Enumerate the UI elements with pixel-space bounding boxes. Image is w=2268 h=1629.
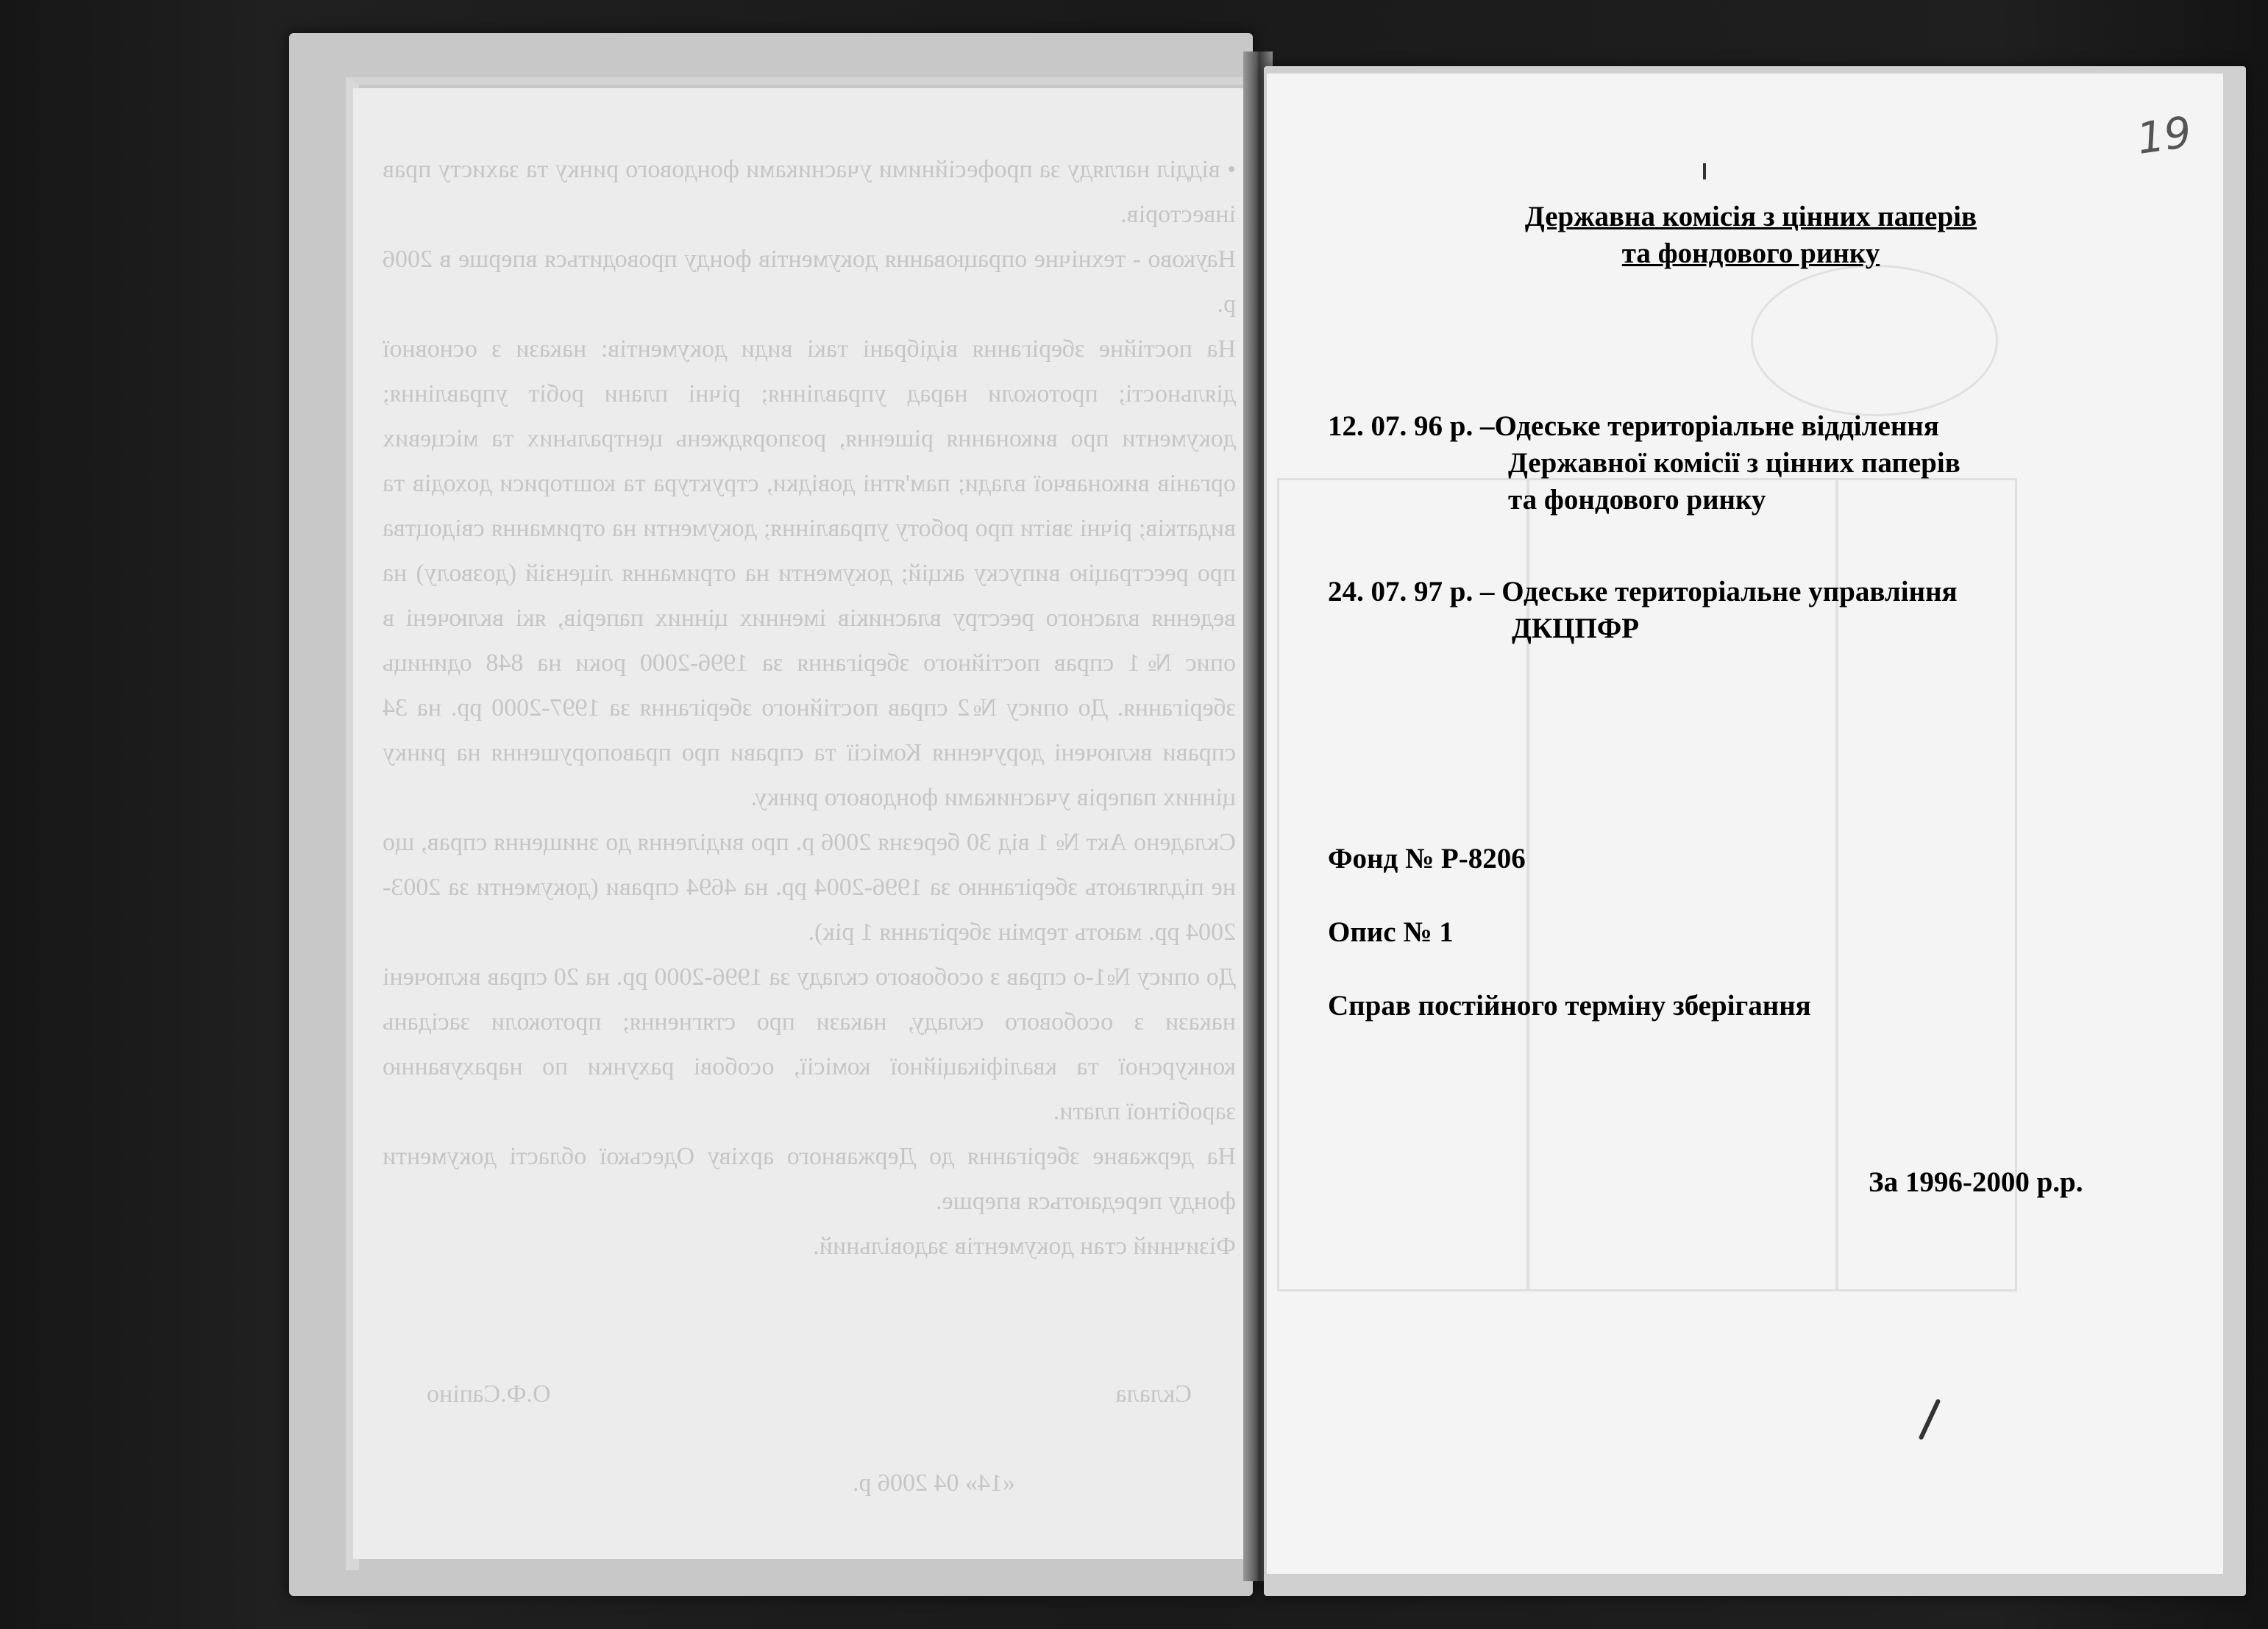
bleed-paragraph: На постійне зберігання відібрані такі види документів: накази з основної діяльності; протоколи нарад управління; річні плани робіт управління; документи про виконання рішення, розпоряджень центральних та місцевих органів виконавчої влади; пам'ятні довідки, структура та кошториси доходів та видатків; річні звіти про роботу управління; документи на отримання свідоцтва про реєстрацію випуску акцій; документи на отримання ліцензій (дозволу) на ведення власного реєстру власників іменних цінних паперів, які включені в опис №1 справ постійного зберігання за 1996-2000 роки на 848 одиниць зберігання. До опису №2 справ постійного зберігання за 1997-2000 рр. на 34 справи включені доручення Комісії та справи про правопорушення на ринку цінних паперів учасниками фондового ринку.: [383, 335, 1236, 811]
bleed-paragraph: Складено Акт № 1 від 30 березня 2006 р. про виділення до знищення справ, що не підлягають зберіганню за 1996-2004 рр. на 4694 справи (документи за 2003-2004 рр. мають термін зберігання 1 рік).: [383, 829, 1236, 946]
bleed-paragraph: Науково - технічне опрацювання документів фонду проводиться вперше в 2006 р.: [383, 246, 1236, 318]
bleed-paragraph: Фізичний стан документів задовільний.: [813, 1233, 1236, 1260]
records-category: Справ постійного терміну зберігання: [1328, 990, 1811, 1022]
bleed-signer-role: Склала: [1115, 1380, 1192, 1408]
bleed-paragraph: До опису №1-о справ з особового складу за 1996-2000 рр. на 20 справ включені накази з особового складу, накази про стягнення; протоколи засідань конкурсної та кваліфікаційної комісії, особові рахунки по нарахуванню заробітної плати.: [383, 963, 1236, 1125]
commission-heading: [1493, 199, 2008, 272]
history-2-line-2: ДКЦПФР: [1512, 613, 1640, 644]
bleed-paragraph: На державне зберігання до Державного архіву Одеської області документи фонду передаються вперше.: [383, 1143, 1236, 1215]
history-1-prefix: 12. 07. 96 р. –Одеське територіальне відділення: [1328, 410, 1939, 442]
folio-number: 19: [2133, 107, 2195, 164]
bleed-signer-name: О.Ф.Сапіно: [427, 1380, 551, 1408]
bleed-paragraph: • відділ нагляду за професійними учасниками фондового ринку та захисту прав інвесторів.: [383, 156, 1236, 228]
commission-line-1: Державна комісія з цінних паперів: [1524, 201, 1977, 232]
bleed-date-line: «14» 04 2006 р.: [853, 1469, 1015, 1497]
fond-number: Фонд № Р-8206: [1328, 843, 1526, 874]
left-page-bleed-through: [383, 147, 1236, 1497]
history-1-line-3: та фондового ринку: [1508, 484, 1766, 516]
history-1-line-2: Державної комісії з цінних паперів: [1508, 447, 1960, 479]
history-entry-2: [1328, 574, 2100, 647]
history-2-prefix: 24. 07. 97 р. – Одеське територіальне управління: [1328, 576, 1958, 607]
opys-number: Опис № 1: [1328, 916, 1454, 948]
history-entry-1: [1328, 408, 2063, 518]
pen-tick-mark: [1703, 163, 1706, 179]
bleed-signature-row: [383, 1372, 1236, 1416]
commission-line-2: та фондового ринку: [1621, 238, 1880, 269]
faint-stamp: [1751, 265, 1998, 416]
period-range: За 1996-2000 р.р.: [1869, 1166, 2083, 1198]
